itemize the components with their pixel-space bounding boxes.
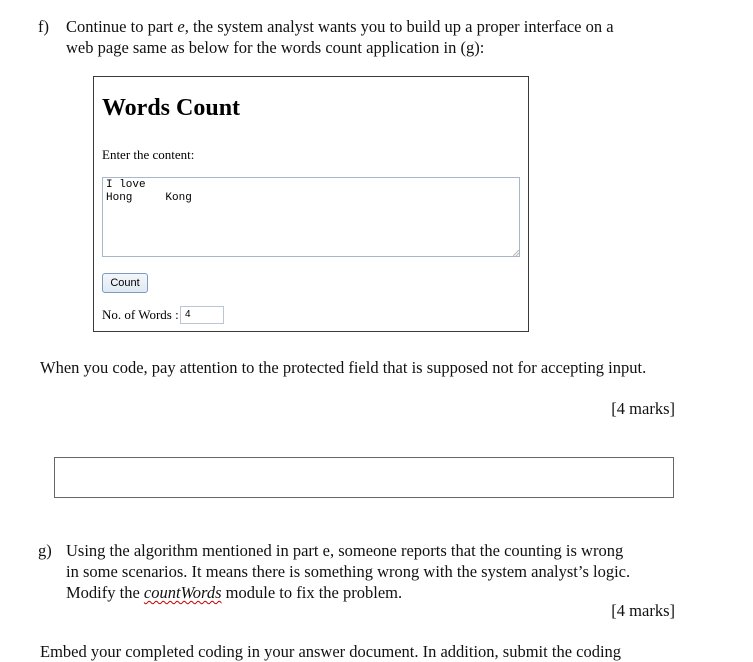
- word-count-label: No. of Words :: [102, 307, 179, 322]
- part-g-line1: Using the algorithm mentioned in part e, someone reports that the counting is wrong: [66, 541, 624, 560]
- count-button[interactable]: Count: [102, 273, 148, 293]
- mockup-title: Words Count: [102, 95, 241, 121]
- content-label: Enter the content:: [102, 147, 195, 162]
- part-g-line3-post: module to fix the problem.: [221, 583, 403, 602]
- part-g-line3-pre: Modify the: [66, 583, 144, 602]
- answer-box[interactable]: [54, 457, 674, 498]
- countwords-module-name: countWords: [143, 583, 222, 602]
- footer-instruction: Embed your completed coding in your answer document. In addition, submit the coding: [40, 642, 622, 661]
- part-f-label: f): [38, 17, 49, 36]
- resize-grip-icon[interactable]: [513, 250, 519, 256]
- part-f-question: [66, 16, 706, 58]
- part-f-line1-rest: , the system analyst wants you to build up a proper interface on a: [184, 17, 614, 36]
- part-f-line1-em: e: [177, 17, 185, 36]
- marks-f: [4 marks]: [611, 399, 675, 418]
- part-g-label: g): [38, 541, 52, 560]
- word-count-field: 4: [180, 306, 224, 324]
- part-g-question: [66, 540, 706, 603]
- content-textarea[interactable]: I love Hong Kong: [102, 177, 520, 257]
- protected-field-note: When you code, pay attention to the protected field that is supposed not for accepting input.: [40, 358, 647, 377]
- words-count-mockup: [93, 76, 529, 332]
- marks-g: [4 marks]: [611, 601, 675, 620]
- part-f-line1: Continue to part: [66, 17, 178, 36]
- part-g-line2: in some scenarios. It means there is something wrong with the system analyst’s logic.: [66, 562, 631, 581]
- part-f-line2: web page same as below for the words count application in (g):: [66, 38, 485, 57]
